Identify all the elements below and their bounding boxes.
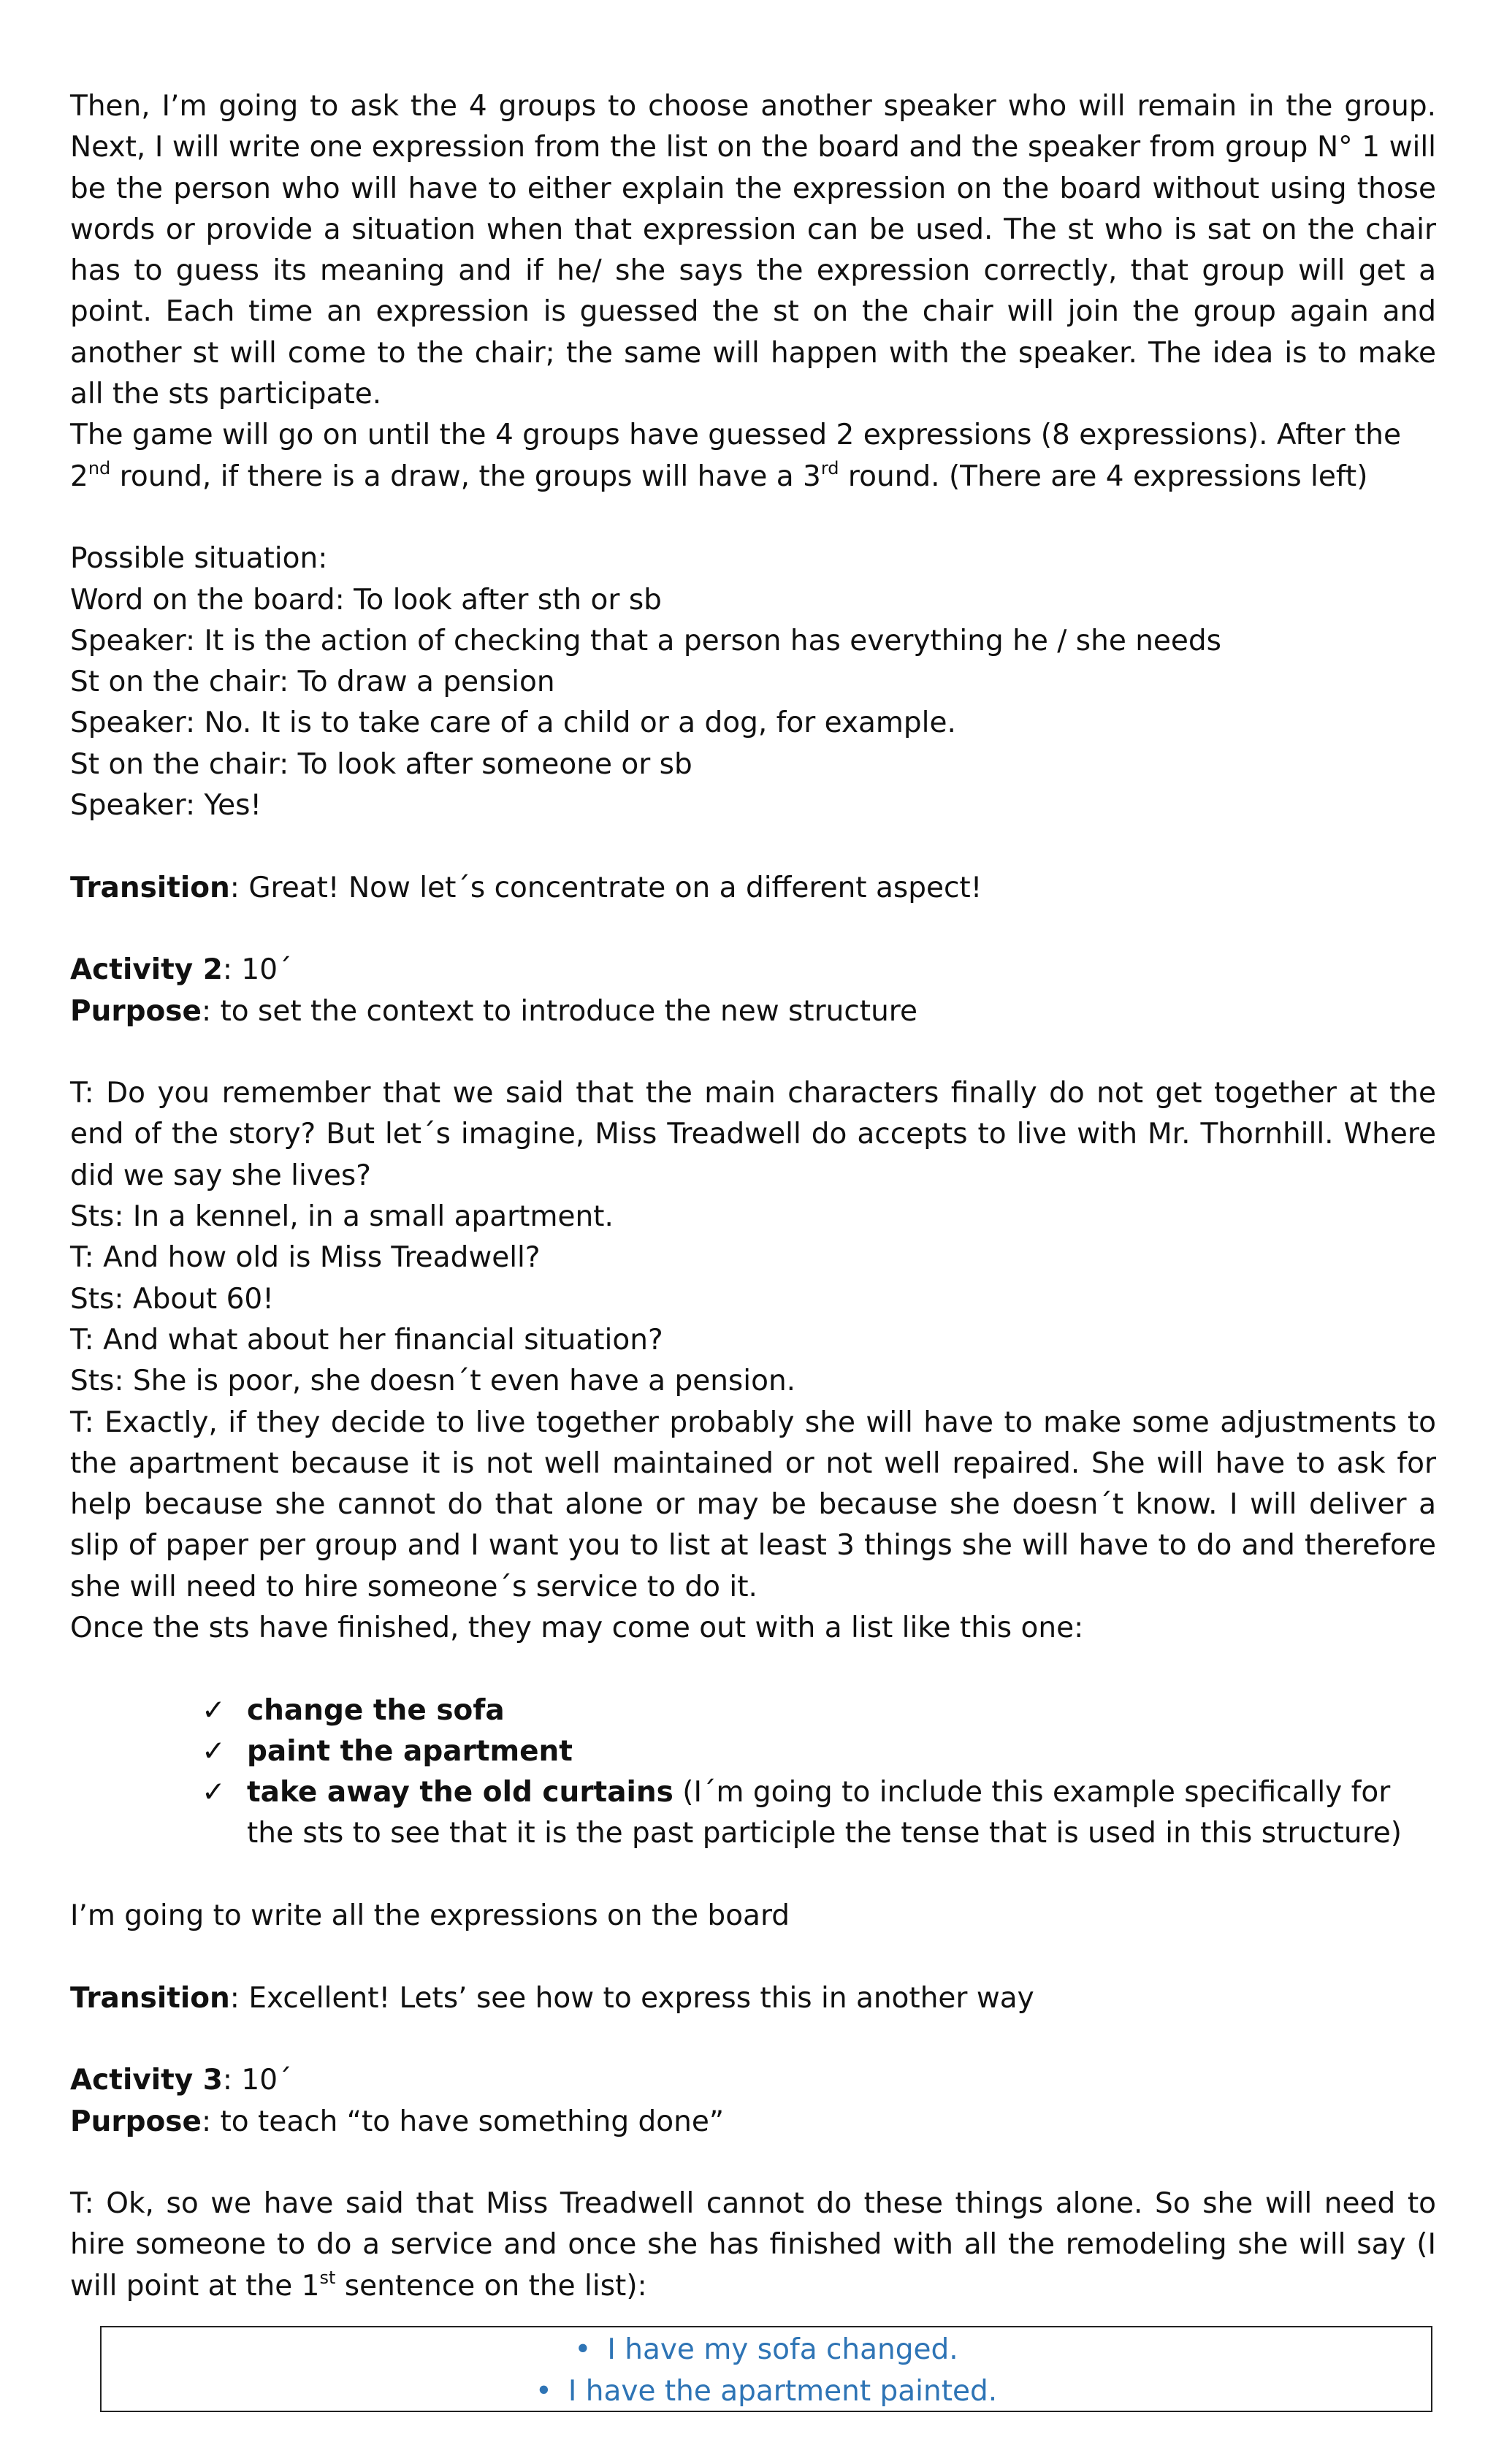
checklist — [70, 1690, 1436, 1855]
dialogue-line: Sts: About 60! — [70, 1282, 274, 1316]
checkmark-icon: ✓ — [202, 1693, 226, 1727]
document-page — [70, 86, 1436, 2412]
checklist-item: ✓ take away the old curtains (I´m going to include this example specifically for the sts to see that it is the past participle the tense that is used in this structure) — [70, 1772, 1436, 1855]
game-rules-paragraph: The game will go on until the 4 groups have guessed 2 expressions (8 expressions). After the 2nd round, if there is a draw, the groups will have a 3rd round. (There are 4 expressions left) — [70, 419, 1401, 493]
dialogue-line: Once the sts have finished, they may come out with a list like this one: — [70, 1611, 1084, 1644]
dialogue-line: Sts: In a kennel, in a small apartment. — [70, 1200, 614, 1234]
activity-3-heading: Activity 3: 10´ — [70, 2064, 292, 2097]
situation-heading: Possible situation: — [70, 542, 328, 576]
activity-2-purpose: Purpose: to set the context to introduce the new structure — [70, 994, 917, 1028]
dialogue-line: Sts: She is poor, she doesn´t even have a pension. — [70, 1365, 796, 1398]
dialogue-line: T: Do you remember that we said that the main characters finally do not get together at the end of the story? But let´s imagine, Miss Treadwell do accepts to live with Mr. Thornhill. Where did we say she lives? — [70, 1077, 1436, 1192]
dialogue-line: T: And what about her financial situation? — [70, 1323, 663, 1357]
closing-paragraph: T: Ok, so we have said that Miss Treadwell cannot do these things alone. So she will need to hire someone to do a service and once she has finished with all the remodeling she will say (I will point at the 1st sentence on the list): — [70, 2187, 1436, 2303]
checkmark-icon: ✓ — [202, 1734, 226, 1768]
example-sentences-box — [100, 2326, 1432, 2412]
transition-1: Transition: Great! Now let´s concentrate on a different aspect! — [70, 871, 982, 904]
checklist-item: ✓ change the sofa — [70, 1690, 1436, 1731]
example-sentence: • I have my sofa changed. — [574, 2333, 958, 2367]
situation-line: St on the chair: To look after someone or sb — [70, 747, 692, 781]
transition-2: Transition: Excellent! Lets’ see how to express this in another way — [70, 1981, 1034, 2015]
checklist-item: ✓ paint the apartment — [70, 1731, 1436, 1772]
activity-2-heading: Activity 2: 10´ — [70, 953, 292, 987]
example-sentence: • I have the apartment painted. — [535, 2375, 998, 2408]
situation-line: Speaker: It is the action of checking that a person has everything he / she needs — [70, 624, 1221, 657]
dialogue-line: T: And how old is Miss Treadwell? — [70, 1241, 541, 1275]
intro-paragraph: Then, I’m going to ask the 4 groups to choose another speaker who will remain in the group. Next, I will write one expression from the list on the board and the speaker from group N° 1 will be the person who will have to either explain the expression on the board without using those words or provide a situation when that expression can be used. The st who is sat on the chair has to guess its meaning and if he/ she says the expression correctly, that group will get a point. Each time an expression is guessed the st on the chair will join the group again and another st will come to the chair; the same will happen with the speaker. The idea is to make all the sts participate. — [70, 90, 1436, 411]
situation-line: Speaker: Yes! — [70, 789, 262, 823]
checkmark-icon: ✓ — [202, 1776, 226, 1809]
bullet-icon: • — [574, 2333, 592, 2367]
situation-line: Speaker: No. It is to take care of a child or a dog, for example. — [70, 706, 956, 740]
dialogue-line: T: Exactly, if they decide to live together probably she will have to make some adjustments to the apartment because it is not well maintained or not well repaired. She will have to ask for help because she cannot do that alone or may be because she doesn´t know. I will deliver a slip of paper per group and I want you to list at least 3 things she will have to do and therefore she will need to hire someone´s service to do it. — [70, 1405, 1436, 1603]
bullet-icon: • — [535, 2375, 552, 2408]
situation-line: Word on the board: To look after sth or sb — [70, 583, 662, 617]
board-note: I’m going to write all the expressions on the board — [70, 1899, 790, 1933]
situation-line: St on the chair: To draw a pension — [70, 665, 555, 699]
activity-3-purpose: Purpose: to teach “to have something done” — [70, 2105, 725, 2138]
